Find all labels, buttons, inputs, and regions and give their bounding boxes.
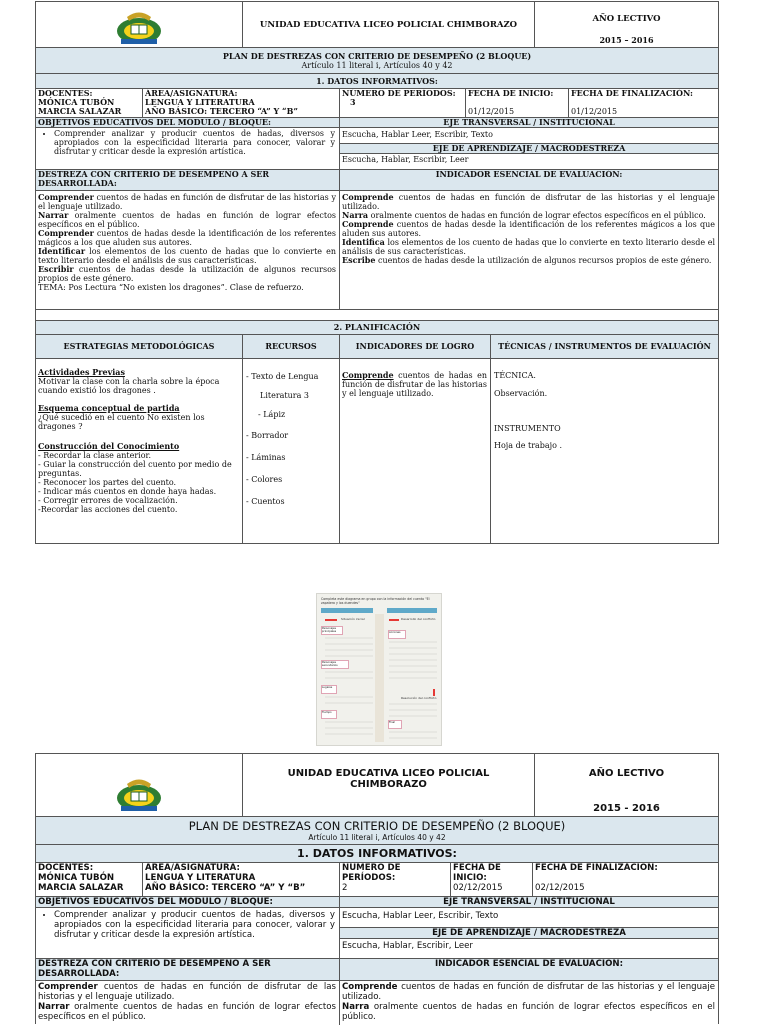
- year-cell: [535, 2, 718, 47]
- area-label: ÁREA/ASIGNATURA:: [145, 89, 238, 98]
- objetivos-label-2: OBJETIVOS EDUCATIVOS DEL MÓDULO / BLOQUE:: [36, 897, 339, 908]
- fin-cell: [569, 89, 718, 117]
- destreza-item-1-2: [38, 982, 336, 1002]
- col-tecnicas: TÉCNICAS / INSTRUMENTOS DE EVALUACIÓN: [498, 341, 711, 351]
- school-name-cell-2: [243, 754, 535, 816]
- destreza-item-4: [38, 247, 336, 265]
- worksheet-box-1: Situación inicial: [341, 617, 365, 621]
- indicador-verb: Escribe: [342, 255, 376, 265]
- area-label-2: ÁREA/ASIGNATURA:: [145, 863, 240, 873]
- destreza-cell: [36, 170, 340, 309]
- plan-document-2: [35, 753, 719, 1024]
- fin-label-2: FECHA DE FINALIZACIÓN:: [535, 863, 658, 873]
- fin-value: 01/12/2015: [571, 107, 618, 116]
- worksheet-box-5: Personajes secundarios: [321, 660, 349, 669]
- eje-aprendizaje-label-2: EJE DE APRENDIZAJE / MACRODESTREZA: [340, 928, 718, 939]
- objetivos-list-2: [36, 910, 339, 940]
- fin-label: FECHA DE FINALIZACIÓN:: [571, 89, 693, 98]
- inicio-label: FECHA DE INICIO:: [468, 89, 554, 98]
- eje-aprendizaje-value-2: Escucha, Hablar, Escribir, Leer: [342, 941, 473, 951]
- docentes-label: DOCENTES:: [38, 89, 93, 98]
- planificacion-body-row: [36, 359, 718, 543]
- docentes-cell-2: [36, 863, 143, 896]
- objetivos-cell-2: [36, 897, 340, 958]
- recurso-1: - Texto de Lengua: [246, 372, 319, 381]
- area-cell: [143, 89, 340, 117]
- objetivo-item-2: • Comprender analizar y producir cuentos de hadas, diversos y apropiados con la especificidad literaria para conocer, valorar y disfrutar y criticar desde la expresión artística.: [54, 910, 335, 940]
- area-cell-2: [143, 863, 340, 896]
- worksheet-box-9: Final: [388, 720, 402, 729]
- plan-subtitle: Artículo 11 literal i, Artículos 40 y 42: [301, 60, 453, 70]
- eje-transversal-value-2: Escucha, Hablar Leer, Escribir, Texto: [340, 908, 718, 928]
- destreza-cell-2: [36, 959, 340, 1025]
- instrumento-value: Hoja de trabajo .: [494, 441, 563, 450]
- cons-item-6: -Recordar las acciones del cuento.: [38, 505, 178, 514]
- indicador-verb: Narra: [342, 1002, 370, 1012]
- recurso-6: - Colores: [246, 475, 283, 484]
- destreza-verb: Identificar: [38, 246, 86, 256]
- indicador-text: cuentos de hadas en función de disfrutar de las historias y el lenguaje utilizado.: [342, 193, 715, 211]
- logro-verb: Comprende: [342, 370, 394, 380]
- destreza-verb: Comprender: [38, 192, 94, 202]
- recurso-2: Literatura 3: [260, 391, 310, 400]
- destreza-text: cuentos de hadas en función de disfrutar de las historias y el lenguaje utilizado.: [38, 982, 336, 1002]
- worksheet-box-3: Personajes principales: [321, 626, 343, 635]
- periodos-label: NÚMERO DE PERÍODOS:: [342, 89, 456, 98]
- eje-transversal-value: Escucha, Hablar Leer, Escribir, Texto: [340, 128, 718, 144]
- periodos-cell: [340, 89, 466, 117]
- cons-item-1: - Recordar la clase anterior.: [38, 451, 152, 460]
- destreza-item-2: [38, 211, 336, 229]
- destreza-item-2-2: [38, 1002, 336, 1022]
- destreza-verb: Narrar: [38, 1002, 70, 1012]
- periodos-value: 3: [350, 97, 356, 107]
- destreza-item-1: [38, 193, 336, 211]
- cons-item-5: - Corregir errores de vocalización.: [38, 496, 178, 505]
- docentes-label-2: DOCENTES:: [38, 863, 94, 873]
- inicio-label-2: FECHA DE INICIO:: [453, 863, 501, 883]
- destreza-verb: Narrar: [38, 210, 69, 220]
- worksheet-thumbnail: [316, 593, 442, 746]
- planificacion-header-row: [36, 335, 718, 359]
- school-name: UNIDAD EDUCATIVA LICEO POLICIAL CHIMBORAZO: [259, 19, 518, 30]
- worksheet-box-4: Acciones: [388, 630, 406, 639]
- datos-row-2: [36, 863, 718, 897]
- destreza-verb: Comprender: [38, 228, 94, 238]
- destreza-row-2: [36, 959, 718, 1025]
- indicador-text: los elementos de los cuento de hadas que lo convierte en texto literario desde el análisis de sus características.: [342, 238, 715, 256]
- indicador-item-4: [342, 238, 715, 256]
- indicador-cell-2: [340, 959, 718, 1025]
- indicador-list: [340, 191, 718, 265]
- indicador-text: cuentos de hadas desde la utilización de algunos recursos propios de este género.: [375, 256, 712, 265]
- indicador-verb: Comprende: [342, 219, 394, 229]
- eje-transversal-label-2: EJE TRANSVERSAL / INSTITUCIONAL: [340, 897, 718, 908]
- school-logo: [36, 2, 243, 47]
- fin-cell-2: [533, 863, 718, 896]
- worksheet-box-6: Lugares: [321, 685, 337, 694]
- indicador-item-3: [342, 220, 715, 238]
- destreza-list: [36, 191, 339, 292]
- plan-title: PLAN DE DESTREZAS CON CRITERIO DE DESEMPEÑO (2 BLOQUE): [222, 50, 532, 61]
- inicio-value: 01/12/2015: [468, 107, 515, 116]
- indicador-item-2-2: [342, 1002, 715, 1022]
- plan-title-row-2: [36, 817, 718, 845]
- logro-text: cuentos de hadas en función de disfrutar de las historias y el lenguaje utilizado.: [342, 371, 487, 398]
- indicador-text: oralmente cuentos de hadas en función de lograr efectos específicos en el público.: [342, 1002, 715, 1022]
- worksheet-box-8: Tiempo: [321, 710, 337, 719]
- worksheet-box-7: Resolución del conflicto: [401, 696, 437, 700]
- esq-text: ¿Qué sucedió en el cuento No existen los dragones ?: [38, 413, 205, 431]
- area-value: LENGUA Y LITERATURA: [145, 97, 255, 107]
- destreza-list-2: [36, 981, 339, 1022]
- plan-document-1: [35, 1, 719, 544]
- indicador-text: cuentos de hadas desde la identificación de los referentes mágicos a los que aluden sus autores.: [342, 220, 715, 238]
- destreza-row: [36, 170, 718, 310]
- indicador-item-1: [342, 193, 715, 211]
- inicio-cell-2: [451, 863, 533, 896]
- destreza-label: DESTREZA CON CRITERIO DE DESEMPEÑO A SER DESARROLLADA:: [36, 170, 339, 191]
- year-value: 2015 – 2016: [599, 35, 654, 45]
- datos-row: [36, 89, 718, 118]
- indicador-verb: Narra: [342, 210, 369, 220]
- recurso-7: - Cuentos: [246, 497, 285, 506]
- objetivos-list: [36, 129, 339, 156]
- cons-item-3: - Reconocer los partes del cuento.: [38, 478, 177, 487]
- indicador-cell: [340, 170, 718, 309]
- indicador-label: INDICADOR ESENCIAL DE EVALUACIÓN:: [340, 170, 718, 191]
- school-name-2: UNIDAD EDUCATIVA LICEO POLICIAL CHIMBORAZO: [287, 768, 490, 790]
- gap-row: [36, 310, 718, 321]
- col-estrategias: ESTRATEGIAS METODOLÓGICAS: [36, 335, 243, 358]
- indicador-item-1-2: [342, 982, 715, 1002]
- tema-text: TEMA: Pos Lectura “No existen los dragones”. Clase de refuerzo.: [38, 283, 304, 292]
- tecnica-label: TÉCNICA.: [494, 371, 536, 380]
- cons-title: Construcción del Conocimiento: [38, 441, 180, 451]
- crest-icon: [107, 772, 171, 812]
- docente-1: MÓNICA TUBÓN: [38, 97, 115, 107]
- indicador-label-2: INDICADOR ESENCIAL DE EVALUACIÓN:: [340, 959, 718, 981]
- recurso-3: - Lápiz: [258, 410, 286, 419]
- docente-2: MARCIA SALAZAR: [38, 106, 122, 116]
- destreza-text: cuentos de hadas desde la identificación de los referentes mágicos a los que aluden sus autores.: [38, 229, 336, 247]
- cons-item-4: - Indicar más cuentos en donde haya hadas.: [38, 487, 217, 496]
- planificacion-title: 2. PLANIFICACIÓN: [333, 322, 421, 332]
- indicador-item-5: [342, 256, 715, 265]
- destreza-label-2: DESTREZA CON CRITERIO DE DESEMPEÑO A SER DESARROLLADA:: [36, 959, 339, 981]
- objetivos-row: [36, 118, 718, 170]
- estrategias-cell: [36, 359, 243, 543]
- worksheet-lines: [317, 594, 443, 747]
- plan-subtitle-2: Artículo 11 literal i, Artículos 40 y 42: [308, 833, 446, 842]
- objetivos-cell: [36, 118, 340, 169]
- docente-1-2: MÓNICA TUBÓN: [38, 873, 115, 883]
- school-name-cell: [243, 2, 535, 47]
- objetivos-row-2: [36, 897, 718, 959]
- destreza-text: cuentos de hadas en función de disfrutar de las historias y el lenguaje utilizado.: [38, 193, 336, 211]
- area-value-2: LENGUA Y LITERATURA: [145, 873, 256, 883]
- periodos-cell-2: [340, 863, 451, 896]
- section1-title-2: 1. DATOS INFORMATIVOS:: [297, 847, 457, 860]
- worksheet-box-2: Desarrollo del conflicto: [401, 617, 436, 621]
- planificacion-title-row: [36, 321, 718, 335]
- col-recursos: RECURSOS: [243, 335, 340, 358]
- header-row-2: [36, 754, 718, 817]
- indicador-verb: Comprende: [342, 192, 394, 202]
- instrumento-label: INSTRUMENTO: [494, 424, 561, 433]
- section1-row: [36, 74, 718, 89]
- objetivos-label: OBJETIVOS EDUCATIVOS DEL MÓDULO / BLOQUE:: [36, 118, 339, 128]
- destreza-verb: Comprender: [38, 982, 98, 992]
- docentes-cell: [36, 89, 143, 117]
- docente-2-2: MARCIA SALAZAR: [38, 883, 124, 893]
- tecnicas-cell: [491, 359, 718, 543]
- destreza-text: oralmente cuentos de hadas en función de lograr efectos específicos en el público.: [38, 211, 336, 229]
- objetivo-item: • Comprender analizar y producir cuentos de hadas, diversos y apropiados con la especificidad literaria para conocer, valorar y disfrutar y criticar desde la expresión artística.: [54, 129, 335, 156]
- eje-aprendizaje-value: Escucha, Hablar, Escribir, Leer: [342, 155, 469, 164]
- esq-title: Esquema conceptual de partida: [38, 403, 180, 413]
- year-label-2: AÑO LECTIVO: [588, 768, 665, 779]
- destreza-item-5: [38, 265, 336, 283]
- crest-icon: [107, 5, 171, 45]
- indicador-list-2: [340, 981, 718, 1022]
- section1-title: 1. DATOS INFORMATIVOS:: [316, 75, 438, 86]
- ano-basico: AÑO BÁSICO: TERCERO “A” Y “B”: [145, 106, 299, 116]
- destreza-text: los elementos de los cuento de hadas que lo convierte en texto literario desde el análisis de sus características.: [38, 247, 336, 265]
- year-value-2: 2015 - 2016: [593, 803, 660, 814]
- header-row: [36, 2, 718, 48]
- inicio-value-2: 02/12/2015: [453, 883, 503, 893]
- cons-item-2: - Guiar la construcción del cuento por medio de preguntas.: [38, 460, 232, 478]
- year-cell-2: [535, 754, 718, 816]
- plan-title-row: [36, 48, 718, 74]
- indicador-verb: Identifica: [342, 237, 385, 247]
- indicador-text: oralmente cuentos de hadas en función de lograr efectos específicos en el público.: [368, 211, 706, 220]
- recurso-4: - Borrador: [246, 431, 289, 440]
- recurso-5: - Láminas: [246, 453, 286, 462]
- prev-text: Motivar la clase con la charla sobre la época cuando existió los dragones .: [38, 377, 220, 395]
- destreza-item-3: [38, 229, 336, 247]
- ejes-cell-2: [340, 897, 718, 958]
- fin-value-2: 02/12/2015: [535, 883, 585, 893]
- tecnica-value: Observación.: [494, 389, 548, 398]
- destreza-verb: Escribir: [38, 264, 74, 274]
- eje-transversal-label: EJE TRANSVERSAL / INSTITUCIONAL: [340, 118, 718, 128]
- recursos-cell: [243, 359, 340, 543]
- logro-cell: [340, 359, 491, 543]
- indicador-text: cuentos de hadas en función de disfrutar de las historias y el lenguaje utilizado.: [342, 982, 715, 1002]
- prev-title: Actividades Previas: [38, 367, 125, 377]
- ano-basico-2: AÑO BÁSICO: TERCERO “A” Y “B”: [145, 883, 306, 893]
- indicador-verb: Comprende: [342, 982, 398, 992]
- col-indicadores: INDICADORES DE LOGRO: [340, 335, 491, 358]
- plan-title-2: PLAN DE DESTREZAS CON CRITERIO DE DESEMPEÑO (2 BLOQUE): [188, 819, 566, 833]
- year-label: AÑO LECTIVO: [592, 14, 661, 24]
- ejes-cell: [340, 118, 718, 169]
- periodos-value-2: 2: [342, 883, 348, 893]
- worksheet-caption: Completa este diagrama en grupo con la información del cuento "El zapatero y los duendes": [321, 597, 430, 605]
- destreza-text: oralmente cuentos de hadas en función de lograr efectos específicos en el público.: [38, 1002, 336, 1022]
- eje-aprendizaje-label: EJE DE APRENDIZAJE / MACRODESTREZA: [340, 144, 718, 154]
- section1-row-2: [36, 845, 718, 863]
- inicio-cell: [466, 89, 569, 117]
- school-logo-2: [36, 754, 243, 816]
- indicador-item-2: [342, 211, 715, 220]
- periodos-label-2: NÚMERO DE PERÍODOS:: [342, 863, 401, 883]
- destreza-text: cuentos de hadas desde la utilización de algunos recursos propios de este género.: [38, 265, 336, 283]
